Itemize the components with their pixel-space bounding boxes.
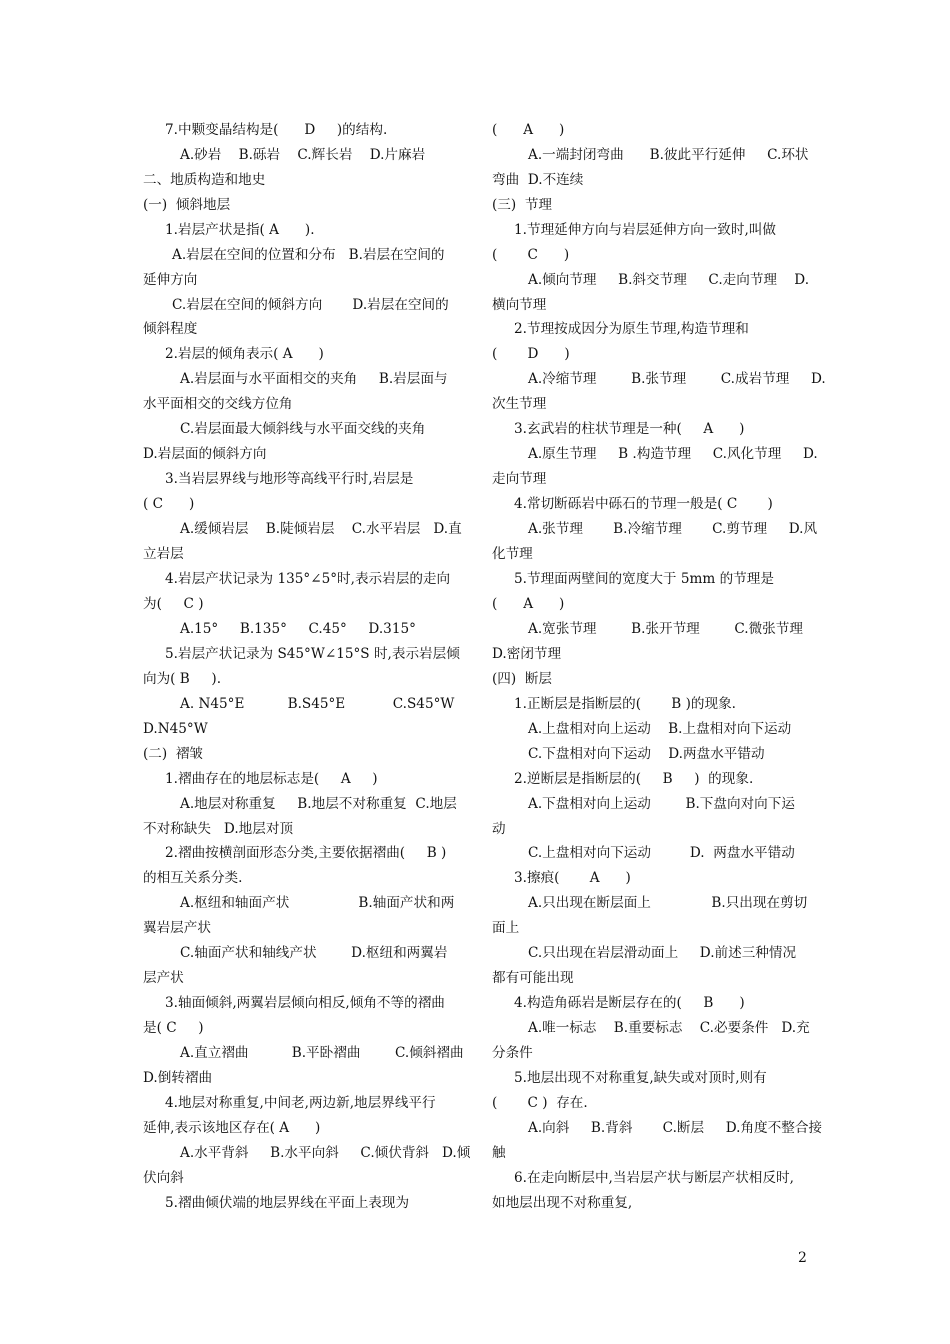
text-line: (四) 断层	[492, 671, 553, 687]
text-line: A.砂岩 B.砾岩 C.辉长岩 D.片麻岩	[180, 147, 426, 163]
text-line: 2.节理按成因分为原生节理,构造节理和	[514, 321, 749, 337]
text-line: 6.在走向断层中,当岩层产状与断层产状相反时,	[514, 1170, 794, 1186]
text-line: 走向节理	[492, 471, 547, 487]
text-line: ( A )	[492, 596, 565, 612]
text-line: 3.当岩层界线与地形等高线平行时,岩层是	[165, 471, 414, 487]
text-line: 1.节理延伸方向与岩层延伸方向一致时,叫做	[514, 222, 776, 238]
text-line: 伏向斜	[143, 1170, 184, 1186]
text-line: A.15° B.135° C.45° D.315°	[180, 621, 416, 637]
text-line: 弯曲 D.不连续	[492, 172, 584, 188]
text-line: 1.岩层产状是指( A ).	[165, 222, 315, 238]
text-line: 是( C )	[143, 1020, 204, 1036]
text-line: A.缓倾岩层 B.陡倾岩层 C.水平岩层 D.直	[180, 521, 462, 537]
text-line: 动	[492, 821, 506, 837]
text-line: 4.地层对称重复,中间老,两边新,地层界线平行	[165, 1095, 436, 1111]
text-line: 触	[492, 1145, 506, 1161]
text-line: (二) 褶皱	[143, 746, 204, 762]
text-line: 5.岩层产状记录为 S45°W∠15°S 时,表示岩层倾	[165, 646, 460, 662]
text-line: 2.岩层的倾角表示( A )	[165, 346, 324, 362]
text-line: 面上	[492, 920, 520, 936]
text-line: 层产状	[143, 970, 184, 986]
text-line: A.直立褶曲 B.平卧褶曲 C.倾斜褶曲	[180, 1045, 464, 1061]
text-line: A.下盘相对向上运动 B.下盘向对向下运	[528, 796, 795, 812]
text-line: (三) 节理	[492, 197, 553, 213]
text-line: ( C )	[143, 496, 195, 512]
text-line: ( D )	[492, 346, 570, 362]
text-line: 不对称缺失 D.地层对顶	[143, 821, 294, 837]
text-line: A.岩层面与水平面相交的夹角 B.岩层面与	[180, 371, 448, 387]
text-line: A.只出现在断层面上 B.只出现在剪切	[528, 895, 808, 911]
text-line: A.地层对称重复 B.地层不对称重复 C.地层	[180, 796, 457, 812]
text-line: A.张节理 B.冷缩节理 C.剪节理 D.风	[528, 521, 818, 537]
text-line: 化节理	[492, 546, 533, 562]
text-line: 的相互关系分类.	[143, 870, 243, 886]
text-line: A.冷缩节理 B.张节理 C.成岩节理 D.	[528, 371, 826, 387]
text-line: 4.岩层产状记录为 135°∠5°时,表示岩层的走向	[165, 571, 451, 587]
text-line: 翼岩层产状	[143, 920, 211, 936]
text-line: C.岩层面最大倾斜线与水平面交线的夹角	[180, 421, 426, 437]
text-line: 为( C )	[143, 596, 204, 612]
text-line: A.一端封闭弯曲 B.彼此平行延伸 C.环状	[528, 147, 809, 163]
text-line: C.轴面产状和轴线产状 D.枢纽和两翼岩	[180, 945, 448, 961]
text-line: 2.逆断层是指断层的( B ) 的现象.	[514, 771, 754, 787]
text-line: A.枢纽和轴面产状 B.轴面产状和两	[180, 895, 455, 911]
text-line: 向为( B ).	[143, 671, 222, 687]
text-line: D.倒转褶曲	[143, 1070, 213, 1086]
text-line: 5.褶曲倾伏端的地层界线在平面上表现为	[165, 1195, 410, 1211]
text-line: 1.褶曲存在的地层标志是( A )	[165, 771, 378, 787]
text-line: 4.构造角砾岩是断层存在的( B )	[514, 995, 745, 1011]
text-line: C.上盘相对向下运动 D. 两盘水平错动	[528, 845, 795, 861]
text-line: ( C )	[492, 247, 570, 263]
text-line: A.上盘相对向上运动 B.上盘相对向下运动	[528, 721, 792, 737]
text-line: A.向斜 B.背斜 C.断层 D.角度不整合接	[528, 1120, 823, 1136]
text-line: 3.轴面倾斜,两翼岩层倾向相反,倾角不等的褶曲	[165, 995, 445, 1011]
text-line: A. N45°E B.S45°E C.S45°W	[180, 696, 455, 712]
text-line: 5.地层出现不对称重复,缺失或对顶时,则有	[514, 1070, 767, 1086]
text-line: 水平面相交的交线方位角	[143, 396, 293, 412]
text-line: A.唯一标志 B.重要标志 C.必要条件 D.充	[528, 1020, 810, 1036]
text-line: C.只出现在岩层滑动面上 D.前述三种情况	[528, 945, 797, 961]
text-line: 延伸方向	[143, 272, 198, 288]
text-line: 横向节理	[492, 297, 547, 313]
text-line: 次生节理	[492, 396, 547, 412]
text-line: A.水平背斜 B.水平向斜 C.倾伏背斜 D.倾	[180, 1145, 471, 1161]
text-line: ( A )	[492, 122, 565, 138]
text-line: C.下盘相对向下运动 D.两盘水平错动	[528, 746, 765, 762]
text-line: ( C ) 存在.	[492, 1095, 588, 1111]
text-line: 如地层出现不对称重复,	[492, 1195, 633, 1211]
text-line: (一) 倾斜地层	[143, 197, 231, 213]
text-line: A.岩层在空间的位置和分布 B.岩层在空间的	[172, 247, 445, 263]
text-line: 1.正断层是指断层的( B )的现象.	[514, 696, 736, 712]
text-line: 都有可能出现	[492, 970, 574, 986]
text-line: A.原生节理 B .构造节理 C.风化节理 D.	[528, 446, 818, 462]
page-number: 2	[798, 1250, 807, 1266]
text-line: 二、地质构造和地史	[143, 172, 266, 188]
text-line: 延伸,表示该地区存在( A )	[143, 1120, 321, 1136]
text-line: D.N45°W	[143, 721, 208, 737]
text-line: C.岩层在空间的倾斜方向 D.岩层在空间的	[172, 297, 449, 313]
text-line: 5.节理面两壁间的宽度大于 5mm 的节理是	[514, 571, 774, 587]
text-line: 2.褶曲按横剖面形态分类,主要依据褶曲( B )	[165, 845, 447, 861]
text-line: A.宽张节理 B.张开节理 C.微张节理	[528, 621, 803, 637]
text-line: 3.玄武岩的柱状节理是一种( A )	[514, 421, 745, 437]
text-line: 立岩层	[143, 546, 184, 562]
text-line: 7.中颗变晶结构是( D )的结构.	[165, 122, 388, 138]
text-line: 4.常切断砾岩中砾石的节理一般是( C )	[514, 496, 773, 512]
text-line: D.岩层面的倾斜方向	[143, 446, 267, 462]
text-line: A.倾向节理 B.斜交节理 C.走向节理 D.	[528, 272, 810, 288]
text-line: 3.擦痕( A )	[514, 870, 631, 886]
text-line: 分条件	[492, 1045, 533, 1061]
text-line: 倾斜程度	[143, 321, 198, 337]
text-line: D.密闭节理	[492, 646, 562, 662]
